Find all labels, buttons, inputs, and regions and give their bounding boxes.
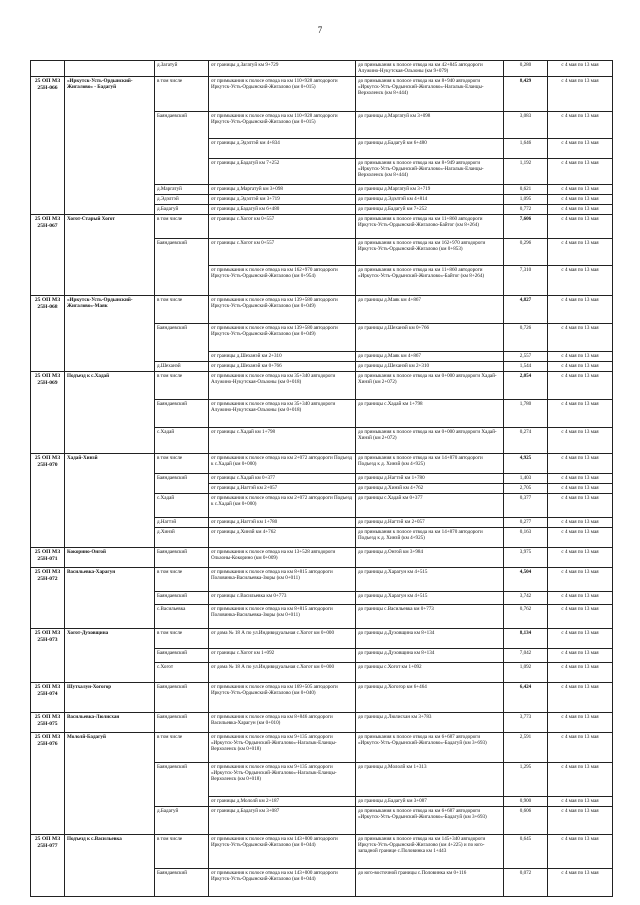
road-name-cell: Шутхалун-Хогогор — [65, 683, 155, 713]
length-cell: 0,274 — [504, 428, 548, 454]
road-id-cell — [31, 61, 65, 77]
road-name-cell: Васильевка-Люлисхан — [65, 713, 155, 733]
table-row — [31, 77, 613, 112]
district-cell: в том числе — [155, 629, 209, 649]
period-cell: с 4 мая по 13 мая — [548, 763, 613, 797]
district-cell: д.Шеханэй — [155, 362, 209, 372]
from-cell: от примыкания к полосе отвода на км 162+970 автодороги Иркутск-Усть-Ордынский-Жигалово (км 0+954) — [209, 266, 356, 296]
road-id-cell: 25 ОП МЗ 25Н-077 — [31, 835, 65, 897]
period-cell: с 4 мая по 13 мая — [548, 428, 613, 454]
to-cell: до границы д.Хинзй км 4+762 — [356, 484, 504, 494]
from-cell: от границы д.Эдэлтэй км 3+719 — [209, 195, 356, 205]
length-cell: 0,621 — [504, 185, 548, 195]
period-cell: с 4 мая по 13 мая — [548, 484, 613, 494]
to-cell: до примыкания к полосе отвода на км 0+000 автодороги Хадай-Хинзй (км 2+072) — [356, 428, 504, 454]
from-cell: от границы д.Шеханэй км 0+766 — [209, 362, 356, 372]
district-cell: д.Маргатуй — [155, 185, 209, 195]
from-cell: от границы с.Хогот км 1+092 — [209, 649, 356, 663]
length-cell: 1,544 — [504, 362, 548, 372]
to-cell: до примыкания к полосе отвода на км 14+870 автодороги Подъезд к д. Хинзй (км 4+925) — [356, 528, 504, 548]
page-number: 7 — [317, 25, 323, 35]
district-cell: с.Хадай — [155, 428, 209, 454]
road-name-cell: «Иркутск-Усть-Ордынский-Жигалово» - Бадагуй — [65, 77, 155, 215]
period-cell: с 4 мая по 13 мая — [548, 77, 613, 112]
period-cell: с 4 мая по 13 мая — [548, 592, 613, 605]
road-name-cell: Мололй-Бадагуй — [65, 733, 155, 835]
road-restrictions-table — [30, 60, 613, 897]
road-name-cell: Подъезд к с.Васильевка — [65, 835, 155, 897]
period-cell: с 4 мая по 13 мая — [548, 568, 613, 592]
table-row — [31, 548, 613, 568]
period-cell: с 4 мая по 13 мая — [548, 139, 613, 159]
length-cell: 4,504 — [504, 568, 548, 592]
table-row — [31, 215, 613, 239]
period-cell: с 4 мая по 13 мая — [548, 205, 613, 215]
from-cell: от примыкания к полосе отвода на км 8+815 автодороги Половинка-Васильевка-Зюры (км 0+011) — [209, 568, 356, 592]
road-id-cell: 25 ОП МЗ 25Н-075 — [31, 713, 65, 733]
from-cell: от примыкания к полосе отвода на км 110+928 автодороги Иркутск-Усть-Ордынский-Жигалово (км 0+015) — [209, 77, 356, 112]
from-cell: от дома № 18 А по ул.Индивидуальная с.Хогот км 0+000 — [209, 629, 356, 649]
period-cell: с 4 мая по 13 мая — [548, 518, 613, 528]
road-name-cell — [65, 61, 155, 77]
period-cell: с 4 мая по 13 мая — [548, 629, 613, 649]
to-cell: до юго-восточной границы с.Половинка км 0+116 — [356, 869, 504, 897]
from-cell: от границы д.Загатуй км 9+729 — [209, 61, 356, 77]
from-cell: от примыкания к полосе отвода на км 8+846 автодороги Васильевка-Харагун (км 0+010) — [209, 713, 356, 733]
from-cell: от примыкания к полосе отвода на км 169+505 автодороги Иркутск-Усть-Ордынский-Жигалово (км 0+040) — [209, 683, 356, 713]
period-cell: с 4 мая по 13 мая — [548, 683, 613, 713]
to-cell: до границы с.Хадай км 0+377 — [356, 494, 504, 518]
from-cell: от границы с.Васильевка км 0+773 — [209, 592, 356, 605]
district-cell: д.Бадагуй — [155, 205, 209, 215]
table-row — [31, 454, 613, 474]
length-cell: 0,296 — [504, 239, 548, 266]
table-row — [31, 296, 613, 324]
to-cell: до границы д.Эдэлтэй км 4+814 — [356, 195, 504, 205]
length-cell: 1,092 — [504, 663, 548, 683]
from-cell: от примыкания к полосе отвода на км 110+928 автодороги Иркутск-Усть-Ордынский-Жигалово (км 0+015) — [209, 112, 356, 139]
district-cell: Баяндаевский — [155, 324, 209, 362]
to-cell: до границы д.Бадагуй км 3+087 — [356, 797, 504, 807]
road-name-cell: Кокорино-Онгой — [65, 548, 155, 568]
to-cell: до границы д.Духовщина км 8+134 — [356, 649, 504, 663]
road-id-cell: 25 ОП МЗ 25Н-069 — [31, 372, 65, 454]
from-cell: от примыкания к полосе отвода на км 143+000 автодороги Иркутск-Усть-Ордынский-Жигалово (км 0+044) — [209, 869, 356, 897]
length-cell: 0,772 — [504, 205, 548, 215]
to-cell: до примыкания к полосе отвода на км 6+687 автодороги «Иркутск-Усть-Ордынский-Жигалово»-Бадагуй (км 3+693) — [356, 807, 504, 835]
district-cell: в том числе — [155, 733, 209, 763]
district-cell: Баяндаевский — [155, 683, 209, 713]
to-cell: до примыкания к полосе отвода на км 11+860 автодороги «Иркутск-Усть-Ордынский-Жигалово»-Байтог (км 8+264) — [356, 266, 504, 296]
road-id-cell: 25 ОП МЗ 25Н-068 — [31, 296, 65, 372]
length-cell: 7,606 — [504, 215, 548, 239]
from-cell: от границы д.Бадагуй км 3+087 — [209, 807, 356, 835]
to-cell: до границы д.Бадагуй км 6+480 — [356, 139, 504, 159]
from-cell: от примыкания к полосе отвода на км 143+000 автодороги Иркутск-Усть-Ордынский-Жигалово (км 0+044) — [209, 835, 356, 869]
to-cell: до границы с.Васильевка км 0+773 — [356, 605, 504, 629]
period-cell: с 4 мая по 13 мая — [548, 372, 613, 400]
district-cell: Баяндаевский — [155, 713, 209, 733]
period-cell: с 4 мая по 13 мая — [548, 215, 613, 239]
length-cell: 8,134 — [504, 629, 548, 649]
length-cell: 1,646 — [504, 139, 548, 159]
to-cell: до границы д.Харагун км 4+515 — [356, 568, 504, 592]
to-cell: до границы д.Шеханэй км 2+310 — [356, 362, 504, 372]
to-cell: до границы д.Маргатуй км 3+719 — [356, 185, 504, 195]
period-cell: с 4 мая по 13 мая — [548, 195, 613, 205]
period-cell: с 4 мая по 13 мая — [548, 239, 613, 266]
road-name-cell: Хадай-Хинзй — [65, 454, 155, 548]
from-cell: от дома № 18 А по ул.Индивидуальная с.Хогот км 0+000 — [209, 663, 356, 683]
to-cell: до границы д.Бадагуй км 7+252 — [356, 205, 504, 215]
table-row — [31, 733, 613, 763]
district-cell: Баяндаевский — [155, 400, 209, 428]
period-cell: с 4 мая по 13 мая — [548, 352, 613, 362]
period-cell: с 4 мая по 13 мая — [548, 185, 613, 195]
from-cell: от границы д.Мололй км 2+187 — [209, 797, 356, 807]
length-cell: 0,645 — [504, 835, 548, 869]
from-cell: от примыкания к полосе отвода на км 9+135 автодороги «Иркутск-Усть-Ордынский-Жигалово»-Нагалык-Еланцы-Верхоленск (км 0+018) — [209, 733, 356, 763]
period-cell: с 4 мая по 13 мая — [548, 807, 613, 835]
to-cell: до примыкания к полосе отвода на км 14+870 автодороги Подъезд к д. Хинзй (км 4+925) — [356, 454, 504, 474]
to-cell: до границы с.Хадай км 1+798 — [356, 400, 504, 428]
district-cell: Баяндаевский — [155, 548, 209, 568]
from-cell: от примыкания к полосе отвода на км 9+135 автодороги «Иркутск-Усть-Ордынский-Жигалово»-Нагалык-Еланцы-Верхоленск (км 0+018) — [209, 763, 356, 797]
period-cell: с 4 мая по 13 мая — [548, 797, 613, 807]
to-cell: до границы д.Духовщина км 8+134 — [356, 629, 504, 649]
district-cell: д.Нагтэй — [155, 518, 209, 528]
from-cell: от примыкания к полосе отвода на км 2+072 автодороги Подъезд к с.Хадай (км 0+000) — [209, 494, 356, 518]
from-cell: от границы д.Бадагуй км 7+252 — [209, 159, 356, 185]
table-row — [31, 372, 613, 400]
district-cell: с.Хадай — [155, 494, 209, 518]
period-cell: с 4 мая по 13 мая — [548, 869, 613, 897]
length-cell: 1,403 — [504, 474, 548, 484]
district-cell: Баяндаевский — [155, 869, 209, 897]
period-cell: с 4 мая по 13 мая — [548, 713, 613, 733]
road-id-cell: 25 ОП МЗ 25Н-072 — [31, 568, 65, 629]
to-cell: до границы д.Маяк км 4+867 — [356, 296, 504, 324]
length-cell: 1,295 — [504, 763, 548, 797]
district-cell: Баяндаевский — [155, 592, 209, 605]
length-cell: 6,424 — [504, 683, 548, 713]
to-cell: до примыкания к полосе отвода на км 0+000 автодороги Хадай-Хинзй (км 2+072) — [356, 372, 504, 400]
to-cell: до границы д.Шеханэй км 0+766 — [356, 324, 504, 352]
district-cell: Баяндаевский — [155, 239, 209, 296]
from-cell: от примыкания к полосе отвода на км 2+072 автодороги Подъезд к с.Хадай (км 0+000) — [209, 454, 356, 474]
from-cell: от границы с.Хогот км 0+557 — [209, 239, 356, 266]
road-id-cell: 25 ОП МЗ 25Н-066 — [31, 77, 65, 215]
length-cell: 0,900 — [504, 797, 548, 807]
period-cell: с 4 мая по 13 мая — [548, 474, 613, 484]
from-cell: от примыкания к полосе отвода на км 139+580 автодороги Иркутск-Усть-Ордынский-Жигалово (км 0+049) — [209, 324, 356, 352]
period-cell: с 4 мая по 13 мая — [548, 61, 613, 77]
from-cell: от границы д.Шеханэй км 2+310 — [209, 352, 356, 362]
district-cell: в том числе — [155, 454, 209, 474]
length-cell: 1,780 — [504, 400, 548, 428]
length-cell: 7,042 — [504, 649, 548, 663]
district-cell: д.Бадагуй — [155, 807, 209, 835]
length-cell: 1,095 — [504, 195, 548, 205]
length-cell: 2,557 — [504, 352, 548, 362]
from-cell: от границы д.Нагтэй км 1+780 — [209, 518, 356, 528]
district-cell: в том числе — [155, 215, 209, 239]
length-cell: 0,606 — [504, 807, 548, 835]
road-id-cell: 25 ОП МЗ 25Н-073 — [31, 629, 65, 683]
length-cell: 3,773 — [504, 713, 548, 733]
district-cell: в том числе — [155, 372, 209, 400]
district-cell: в том числе — [155, 835, 209, 869]
from-cell: от примыкания к полосе отвода на км 35+340 автодороги Алужино-Нукутская-Ользоны (км 0+018) — [209, 372, 356, 400]
road-id-cell: 25 ОП МЗ 25Н-074 — [31, 683, 65, 713]
to-cell: до границы д.Маргатуй км 3+098 — [356, 112, 504, 139]
district-cell: с.Васильевка — [155, 605, 209, 629]
length-cell: 1,192 — [504, 159, 548, 185]
road-name-cell: Подъезд к с.Хадай — [65, 372, 155, 454]
length-cell: 0,726 — [504, 324, 548, 352]
road-id-cell: 25 ОП МЗ 25Н-067 — [31, 215, 65, 296]
from-cell: от границы д.Хинзй км 4+762 — [209, 528, 356, 548]
period-cell: с 4 мая по 13 мая — [548, 454, 613, 474]
period-cell: с 4 мая по 13 мая — [548, 663, 613, 683]
to-cell: до границы д.Мололй км 1+313 — [356, 763, 504, 797]
to-cell: до примыкания к полосе отвода на км 8+940 автодороги «Иркутск-Усть-Ордынский-Жигалово»-Нагалык-Еланцы-Верхоленск (км 8+444) — [356, 77, 504, 112]
from-cell: от границы д.Нагтэй км 2+057 — [209, 484, 356, 494]
period-cell: с 4 мая по 13 мая — [548, 324, 613, 352]
to-cell: до границы с.Хогот км 1+092 — [356, 663, 504, 683]
length-cell: 0,762 — [504, 605, 548, 629]
from-cell: от границы д.Эдэлтэй км 4+834 — [209, 139, 356, 159]
from-cell: от границы д.Маргатуй км 3+098 — [209, 185, 356, 195]
length-cell: 7,310 — [504, 266, 548, 296]
period-cell: с 4 мая по 13 мая — [548, 400, 613, 428]
period-cell: с 4 мая по 13 мая — [548, 528, 613, 548]
period-cell: с 4 мая по 13 мая — [548, 362, 613, 372]
district-cell: д.Эдэлтэй — [155, 195, 209, 205]
district-cell: в том числе — [155, 77, 209, 112]
length-cell: 0,277 — [504, 518, 548, 528]
district-cell: с.Хогот — [155, 663, 209, 683]
from-cell: от примыкания к полосе отвода на км 13+528 автодороги Ользоны-Кокорино (км 0+009) — [209, 548, 356, 568]
district-cell: Баяндаевский — [155, 474, 209, 494]
road-name-cell: Хогот-Старый Хогот — [65, 215, 155, 296]
period-cell: с 4 мая по 13 мая — [548, 548, 613, 568]
period-cell: с 4 мая по 13 мая — [548, 494, 613, 518]
to-cell: до границы д.Онгой км 3+984 — [356, 548, 504, 568]
road-id-cell: 25 ОП МЗ 25Н-076 — [31, 733, 65, 835]
length-cell: 0,280 — [504, 61, 548, 77]
from-cell: от примыкания к полосе отвода на км 139+580 автодороги Иркутск-Усть-Ордынский-Жигалово (км 0+049) — [209, 296, 356, 324]
length-cell: 4,827 — [504, 296, 548, 324]
road-id-cell: 25 ОП МЗ 25Н-071 — [31, 548, 65, 568]
district-cell: Баяндаевский — [155, 763, 209, 807]
to-cell: до примыкания к полосе отвода на км 145+340 автодороги Иркутск-Усть-Ордынский-Жигалово (км 4+225) и по юго-западной границе с.Половинка км 1+443 — [356, 835, 504, 869]
to-cell: до примыкания к полосе отвода на км 11+860 автодороги Иркутск-Усть-Ордынский-Жигалово-Байтог (км 8+264) — [356, 215, 504, 239]
to-cell: до примыкания к полосе отвода на км 42+845 автодороги Алужино-Нукутская-Ользоны (км 9+079) — [356, 61, 504, 77]
length-cell: 0,072 — [504, 869, 548, 897]
length-cell: 8,429 — [504, 77, 548, 112]
road-name-cell: Хогот-Духовщина — [65, 629, 155, 683]
table-row — [31, 629, 613, 649]
period-cell: с 4 мая по 13 мая — [548, 733, 613, 763]
from-cell: от границы д.Бадагуй км 6+480 — [209, 205, 356, 215]
length-cell: 3,742 — [504, 592, 548, 605]
road-name-cell: Васильевка-Харагун — [65, 568, 155, 629]
to-cell: до границы д.Харагун км 4+515 — [356, 592, 504, 605]
length-cell: 0,377 — [504, 494, 548, 518]
to-cell: до примыкания к полосе отвода на км 6+687 автодороги «Иркутск-Усть-Ордынский-Жигалово»-Бадагуй (км 3+693) — [356, 733, 504, 763]
road-id-cell: 25 ОП МЗ 25Н-070 — [31, 454, 65, 548]
period-cell: с 4 мая по 13 мая — [548, 112, 613, 139]
from-cell: от границы с.Хадай км 0+377 — [209, 474, 356, 484]
district-cell: в том числе — [155, 568, 209, 592]
table-row — [31, 713, 613, 733]
district-cell: д.Загатуй — [155, 61, 209, 77]
period-cell: с 4 мая по 13 мая — [548, 159, 613, 185]
district-cell: д.Хинзй — [155, 528, 209, 548]
to-cell: до примыкания к полосе отвода на км 8+949 автодороги «Иркутск-Усть-Ордынский-Жигалово»-Нагалык-Еланцы-Верхоленск (км 8+444) — [356, 159, 504, 185]
length-cell: 0,163 — [504, 528, 548, 548]
period-cell: с 4 мая по 13 мая — [548, 605, 613, 629]
length-cell: 4,925 — [504, 454, 548, 474]
to-cell: до примыкания к полосе отвода на км 162+970 автодороги Иркутск-Усть-Ордынский-Жигалово (км 0+853) — [356, 239, 504, 266]
length-cell: 2,705 — [504, 484, 548, 494]
to-cell: до границы д.Нагтэй км 1+780 — [356, 474, 504, 484]
district-cell: Баяндаевский — [155, 649, 209, 663]
period-cell: с 4 мая по 13 мая — [548, 296, 613, 324]
district-cell: в том числе — [155, 296, 209, 324]
table-row — [31, 683, 613, 713]
from-cell: от примыкания к полосе отвода на км 35+340 автодороги Алужино-Нукутская-Ользоны (км 0+018) — [209, 400, 356, 428]
to-cell: до границы д.Маяк км 4+867 — [356, 352, 504, 362]
length-cell: 2,591 — [504, 733, 548, 763]
length-cell: 3,083 — [504, 112, 548, 139]
period-cell: с 4 мая по 13 мая — [548, 266, 613, 296]
from-cell: от примыкания к полосе отвода на км 8+815 автодороги Половинка-Васильевка-Зюры (км 0+011) — [209, 605, 356, 629]
from-cell: от границы с.Хадай км 1+798 — [209, 428, 356, 454]
district-cell: Баяндаевский — [155, 112, 209, 185]
to-cell: до границы д.Люлисхан км 3+783 — [356, 713, 504, 733]
road-name-cell: «Иркутск-Усть-Ордынский-Жигалово»-Маяк — [65, 296, 155, 372]
period-cell: с 4 мая по 13 мая — [548, 835, 613, 869]
from-cell: от границы с.Хогот км 0+557 — [209, 215, 356, 239]
to-cell: до границы д.Хогогор км 6+464 — [356, 683, 504, 713]
to-cell: до границы д.Нагтэй км 2+057 — [356, 518, 504, 528]
length-cell: 2,054 — [504, 372, 548, 400]
length-cell: 3,975 — [504, 548, 548, 568]
table-row — [31, 61, 613, 77]
table-row — [31, 835, 613, 869]
table-row — [31, 568, 613, 592]
period-cell: с 4 мая по 13 мая — [548, 649, 613, 663]
